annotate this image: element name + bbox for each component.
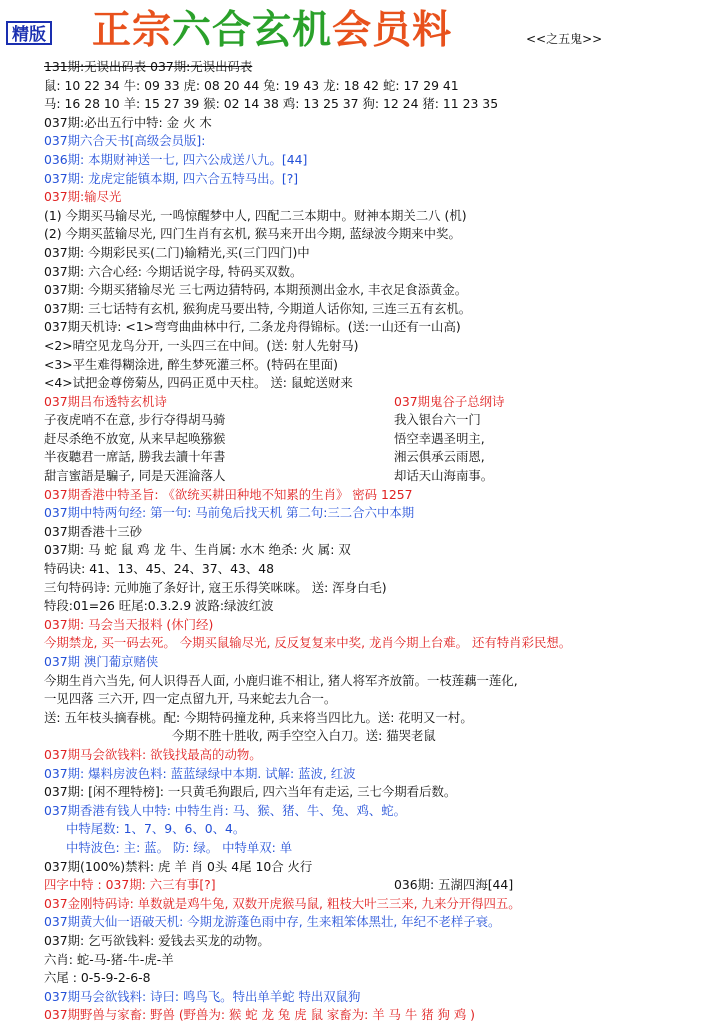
two-column-row — [44, 430, 694, 449]
title-char: 会 — [332, 8, 373, 53]
content — [44, 58, 694, 1025]
text-line: 037期: 马会当天报料 (休门经) — [44, 616, 214, 632]
text-line: 送: 五年枝头摘春桃。配: 今期特码撞龙种, 兵来将当四比九。送: 花明又一村。 — [44, 709, 473, 725]
right-column-text: 湘云俱承云雨恩, — [394, 449, 485, 465]
right-column-text: 我入银台六一门 — [394, 412, 481, 428]
text-line: (1) 今期买马输尽光, 一鸣惊醒梦中人, 四配二三本期中。财神本期关二八 (机) — [44, 207, 467, 223]
text-line: 037金刚特码诗: 单数就是鸡牛兔, 双数开虎猴马鼠, 粗枝大叶三三来, 九来分开得四五。 — [44, 895, 521, 911]
text-line: 今期禁龙, 买一码去死。 今期买鼠输尽光, 反反复复来中奖, 龙肖今期上台难。 还有特肖彩民想。 — [44, 635, 572, 651]
right-column-text: 悟空幸遇圣明主, — [394, 430, 485, 446]
two-column-row — [44, 411, 694, 430]
text-line: 037期: [闲不理特榜]: 一只黄毛狗跟后, 四六当年有走运, 三七今期看后数。 — [44, 784, 457, 800]
text-line: <3>平生难得糊涂进, 醉生梦死灌三杯。(特码在里面) — [44, 356, 339, 372]
text-line: 037期野兽与家畜: 野兽 (野兽为: 猴 蛇 龙 兔 虎 鼠 家畜为: 羊 马 牛 猪 狗 鸡 ) — [44, 1007, 476, 1023]
left-column-text: 半夜聽君一席話, 勝我去讀十年書 — [44, 449, 226, 465]
two-column-row — [44, 876, 694, 895]
text-line: <2>晴空见龙鸟分开, 一头四三在中间。(送: 射人先射马) — [44, 337, 359, 353]
text-line: (2) 今期买蓝输尽光, 四门生肖有玄机, 猴马来开出今期, 蓝绿波今期来中奖。 — [44, 226, 461, 242]
text-line: 六尾 : 0-5-9-2-6-8 — [44, 970, 151, 986]
text-line: 037期: 爆料房波色料: 蓝蓝绿绿中本期. 试解: 蓝波, 红波 — [44, 765, 356, 781]
text-line: 今期生肖六当先, 何人识得吾人面, 小鹿归谁不相让, 猪人将军齐放箭。一枝莲藕一莲化, — [44, 672, 518, 688]
left-column-text: 037期吕布透特玄机诗 — [44, 393, 167, 409]
right-column-text: 却话天山海南事。 — [394, 468, 494, 484]
text-line: 马: 16 28 10 羊: 15 27 39 猴: 02 14 38 鸡: 13 25 37 狗: 12 24 猪: 11 23 35 — [44, 96, 499, 112]
text-line: 一见四落 三六开, 四一定点留九开, 马来蛇去九合一。 — [44, 691, 337, 707]
text-line: 特段:01=26 旺尾:0.3.2.9 波路:绿波红波 — [44, 598, 274, 614]
title-char: 机 — [292, 8, 333, 53]
right-column-text: 036期: 五湖四海[44] — [394, 877, 514, 893]
text-line: 今期不胜十胜收, 两手空空入白刀。送: 猫哭老鼠 — [172, 728, 436, 744]
text-line: 中特波色: 主: 蓝。 防: 绿。 中特单双: 单 — [66, 839, 293, 855]
text-line: 131期:无误出码表 037期:无误出码表 — [44, 59, 253, 74]
text-line: 037期: 今期买猪输尽光 三七两边猜特码, 本期预测出金水, 丰衣足食添黄金。 — [44, 282, 468, 298]
left-column-text: 四字中特 : 037期: 六三有事[?] — [44, 877, 216, 893]
text-line: 037期: 三七话特有玄机, 猴狗虎马要出特, 今期道人话你知, 三连三五有玄机。 — [44, 300, 472, 316]
text-line: 037期六合天书[高级会员版]: — [44, 133, 206, 149]
title-char: 六 — [172, 8, 213, 53]
text-line: 037期: 龙虎定能镇本期, 四六合五特马出。[?] — [44, 170, 299, 186]
text-line: 037期马会欲钱料: 诗曰: 鸣鸟飞。特出单羊蛇 特出双鼠狗 — [44, 988, 361, 1004]
text-line: 三句特码诗: 元帅施了条好计, 寇王乐得笑咪咪。 送: 浑身白毛) — [44, 579, 387, 595]
text-line: 037期: 今期彩民买(二门)输精光,买(三门四门)中 — [44, 244, 310, 260]
text-line: 中特尾数: 1、7、9、6、0、4。 — [66, 821, 246, 837]
text-line: 六肖: 蛇-马-猪-牛-虎-羊 — [44, 951, 174, 967]
text-line: 037期马会欲钱料: 欲钱找最高的动物。 — [44, 746, 262, 762]
text-line: 037期天机诗: <1>弯弯曲曲林中行, 二条龙舟得锦标。(送:一山还有一山高) — [44, 319, 461, 335]
right-column-text: 037期鬼谷子总纲诗 — [394, 393, 505, 409]
text-line: 037期: 马 蛇 鼠 鸡 龙 牛、生肖属: 水木 绝杀: 火 属: 双 — [44, 542, 351, 558]
text-line: 037期中特两句经: 第一句: 马前兔后找天机 第二句:三二合六中本期 — [44, 505, 415, 521]
edition-badge: 精版 — [6, 21, 52, 45]
text-line: 037期:输尽光 — [44, 189, 122, 205]
text-line: 037期香港有钱人中特: 中特生肖: 马、猴、猪、牛、兔、鸡、蛇。 — [44, 802, 407, 818]
text-line: 037期黄大仙一语破天机: 今期龙游蓬色雨中存, 生来粗笨体黑壮, 年纪不老样子衰。 — [44, 914, 501, 930]
left-column-text: 子夜虎哨不在意, 步行夺得胡马骑 — [44, 412, 226, 428]
two-column-row — [44, 467, 694, 486]
header — [0, 0, 702, 58]
text-line: 037期: 乞丐欲钱料: 爱钱去买龙的动物。 — [44, 932, 270, 948]
two-column-row — [44, 448, 694, 467]
text-line: 037期: 六合心经: 今期话说字母, 特码买双数。 — [44, 263, 303, 279]
title-char: 正 — [92, 8, 133, 53]
text-line: 特码诀: 41、13、45、24、37、43、48 — [44, 561, 274, 577]
left-column-text: 赶尽杀绝不放宽, 从来早起唤猕猴 — [44, 430, 226, 446]
page-title — [92, 6, 452, 56]
text-line: 037期(100%)禁料: 虎 羊 肖 0头 4尾 10合 火行 — [44, 858, 313, 874]
text-line: 037期香港十三砂 — [44, 523, 142, 539]
text-line: <4>试把金尊傍菊丛, 四码正觅中天柱。 送: 鼠蛇送财来 — [44, 375, 353, 391]
text-line: 鼠: 10 22 34 牛: 09 33 虎: 08 20 44 兔: 19 43 龙: 18 42 蛇: 17 29 41 — [44, 77, 459, 93]
title-char: 玄 — [252, 8, 293, 53]
title-char: 料 — [412, 8, 453, 53]
text-line: 037期 澳门葡京赌侠 — [44, 654, 159, 669]
two-column-row — [44, 393, 694, 412]
text-line: 037期:必出五行中特: 金 火 木 — [44, 114, 212, 130]
left-column-text: 甜言蜜語是騙子, 同是天涯淪落人 — [44, 468, 226, 484]
title-char: 合 — [212, 8, 253, 53]
title-char: 宗 — [132, 8, 173, 53]
text-line: 036期: 本期财神送一七, 四六公成送八九。[44] — [44, 151, 308, 167]
page-subtitle: <<之五鬼>> — [526, 32, 603, 46]
text-line: 037期香港中特圣旨: 《欲统买耕田种地不知累的生肖》 密码 1257 — [44, 486, 413, 502]
title-char: 员 — [372, 8, 413, 53]
